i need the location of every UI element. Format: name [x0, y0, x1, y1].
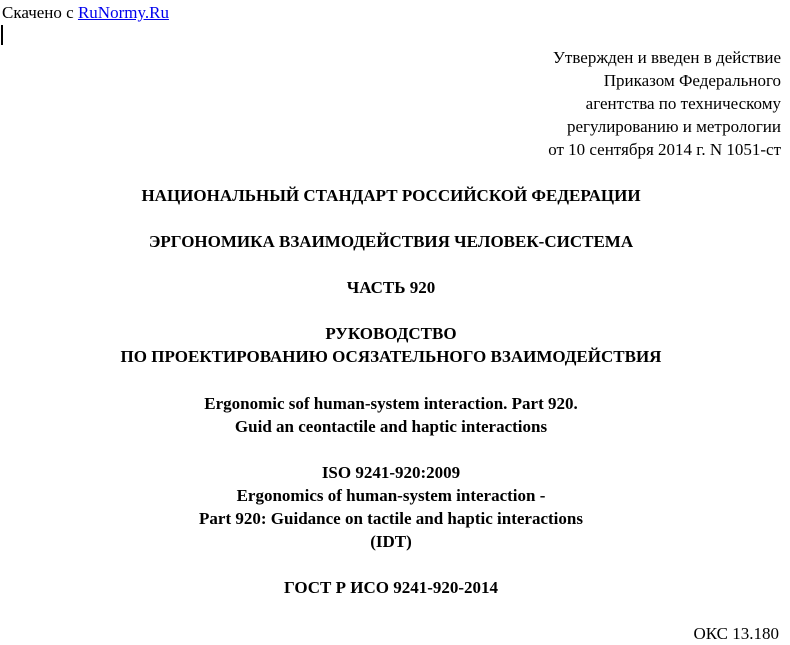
- standard-type-heading: НАЦИОНАЛЬНЫЙ СТАНДАРТ РОССИЙСКОЙ ФЕДЕРАЦИИ: [141, 186, 641, 205]
- iso-title-line1: Ergonomics of human-system interaction -: [236, 486, 546, 505]
- source-link[interactable]: RuNormy.Ru: [77, 3, 169, 22]
- english-title-line1: Ergonomic sof human-system interaction. Part 920.: [204, 394, 578, 413]
- guide-heading-line1: РУКОВОДСТВО: [325, 324, 457, 343]
- iso-reference: [0, 461, 782, 553]
- approval-line: регулированию и метрологии: [566, 117, 781, 136]
- iso-title-line2: Part 920: Guidance on tactile and haptic interactions: [199, 509, 583, 528]
- approval-line: от 10 сентября 2014 г. N 1051-ст: [548, 140, 781, 159]
- download-source-line: [2, 1, 169, 24]
- guide-heading: [0, 322, 782, 368]
- download-source-prefix: Скачено с: [2, 3, 78, 22]
- english-title: [0, 392, 782, 438]
- text-cursor: [1, 25, 3, 45]
- okc-classification: ОКС 13.180: [693, 624, 779, 643]
- subject-heading: ЭРГОНОМИКА ВЗАИМОДЕЙСТВИЯ ЧЕЛОВЕК-СИСТЕМА: [148, 232, 634, 251]
- approval-line: Утвержден и введен в действие: [552, 48, 781, 67]
- english-title-line2: Guid an ceontactile and haptic interactions: [234, 417, 548, 436]
- approval-line: агентства по техническому: [585, 94, 781, 113]
- gost-designation: ГОСТ Р ИСО 9241-920-2014: [283, 578, 499, 597]
- iso-code: ISO 9241-920:2009: [321, 463, 461, 482]
- guide-heading-line2: ПО ПРОЕКТИРОВАНИЮ ОСЯЗАТЕЛЬНОГО ВЗАИМОДЕЙСТВИЯ: [120, 347, 662, 366]
- approval-line: Приказом Федерального: [603, 71, 781, 90]
- part-heading: ЧАСТЬ 920: [346, 278, 436, 297]
- iso-equivalence: (IDT): [370, 532, 412, 551]
- approval-block: [548, 46, 781, 161]
